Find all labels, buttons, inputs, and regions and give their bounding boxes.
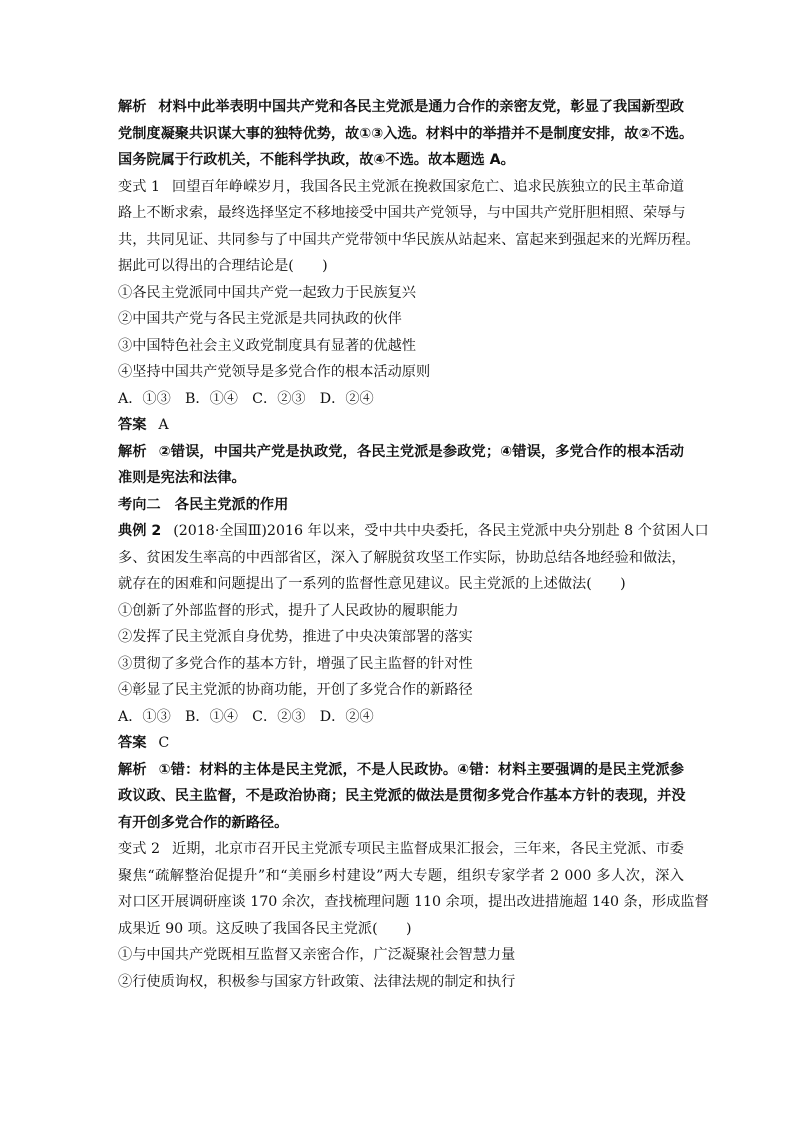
variant-label: 变式 1 [118,178,161,195]
option-item: ④坚持中国共产党领导是多党合作的根本活动原则 [118,364,431,380]
variant-stem-text: 路上不断求索，最终选择坚定不移地接受中国共产党领导，与中国共产党肝胆相照、荣辱与 [118,205,686,221]
answer-value: C [158,735,170,751]
answer-label: 答案 [118,735,147,751]
variant-stem-text: 聚焦“疏解整治促提升”和“美丽乡村建设”两大专题，组织专家学者 2 000 多人次，深入 [118,867,684,884]
variant-stem-text: 回望百年峥嵘岁月，我国各民主党派在挽救国家危亡、追求民族独立的民主革命道 [172,178,684,195]
option-item: ④彰显了民主党派的协商功能，开创了多党合作的新路径 [118,682,473,698]
analysis-line [118,94,684,121]
option-item: ①创新了外部监督的形式，提升了人民政协的履职能力 [118,602,459,619]
option-item: ②行使质询权，积极参与国家方针政策、法律法规的制定和执行 [118,973,516,990]
section-title: 考向二 各民主党派的作用 [118,496,289,513]
answer-choices: A．①③ B．①④ C．②③ D．②④ [118,708,374,725]
answer-value: A [158,417,169,433]
variant-stem-line [118,836,684,863]
option-item: ①与中国共产党既相互监督又亲密合作，广泛凝聚社会智慧力量 [118,947,516,963]
analysis-text: 有开创多党合作的新路径。 [118,814,289,831]
analysis-label: 解析 [118,99,147,115]
answer-choices: A．①③ B．①④ C．②③ D．②④ [118,390,374,407]
variant-stem-line [118,174,684,201]
analysis-text: 材料中此举表明中国共产党和各民主党派是通力合作的亲密友党，彰显了我国新型政 [158,99,684,115]
analysis-text: 国务院属于行政机关，不能科学执政，故④不选。故本题选 A。 [118,152,515,168]
variant-stem-text: 成果近 90 项。这反映了我国各民主党派( ) [118,920,412,937]
analysis-line [118,757,684,784]
example-stem-text: (2018·全国Ⅲ)2016 年以来，受中共中央委托，各民主党派中央分别赴 8 个贫困人口 [173,523,709,539]
option-item: ②发挥了民主党派自身优势，推进了中央决策部署的落实 [118,629,473,645]
option-item: ②中国共产党与各民主党派是共同执政的伙伴 [118,311,402,327]
analysis-text: ②错误，中国共产党是执政党，各民主党派是参政党；④错误，多党合作的根本活动 [158,443,684,460]
answer-label: 答案 [118,417,147,433]
option-item: ③贯彻了多党合作的基本方针，增强了民主监督的针对性 [118,655,473,672]
answer-line [118,730,684,757]
analysis-text: 政议政、民主监督，不是政治协商；民主党派的做法是贯彻多党合作基本方针的表现，并没 [118,788,686,804]
example-label: 典例 2 [118,523,162,539]
example-stem-line [118,518,709,545]
variant-label: 变式 2 [118,841,161,857]
analysis-text: 准则是宪法和法律。 [118,470,246,486]
analysis-line [118,439,684,466]
analysis-label: 解析 [118,761,147,778]
analysis-text: 党制度凝聚共识谋大事的独特优势，故①③入选。材料中的举措并不是制度安排，故②不选。 [118,125,694,142]
example-stem-text: 就存在的困难和问题提出了一系列的监督性意见建议。民主党派的上述做法( ) [118,576,626,592]
variant-stem-text: 据此可以得出的合理结论是( ) [118,258,328,274]
answer-line [118,412,684,439]
variant-stem-text: 共，共同见证、共同参与了中国共产党带领中华民族从站起来、富起来到强起来的光辉历程。 [118,231,700,248]
document-page [118,94,709,995]
example-stem-text: 多、贫困发生率高的中西部省区，深入了解脱贫攻坚工作实际，协助总结各地经验和做法， [118,549,686,566]
variant-stem-text: 对口区开展调研座谈 170 余次，查找梳理问题 110 余项，提出改进措施超 140 条，形成监督 [118,894,709,910]
variant-stem-text: 近期，北京市召开民主党派专项民主监督成果汇报会，三年来，各民主党派、市委 [172,841,684,857]
option-item: ③中国特色社会主义政党制度具有显著的优越性 [118,337,416,354]
analysis-text: ①错：材料的主体是民主党派，不是人民政协。④错：材料主要强调的是民主党派参 [158,761,684,778]
analysis-label: 解析 [118,443,147,460]
option-item: ①各民主党派同中国共产党一起致力于民族复兴 [118,284,416,301]
